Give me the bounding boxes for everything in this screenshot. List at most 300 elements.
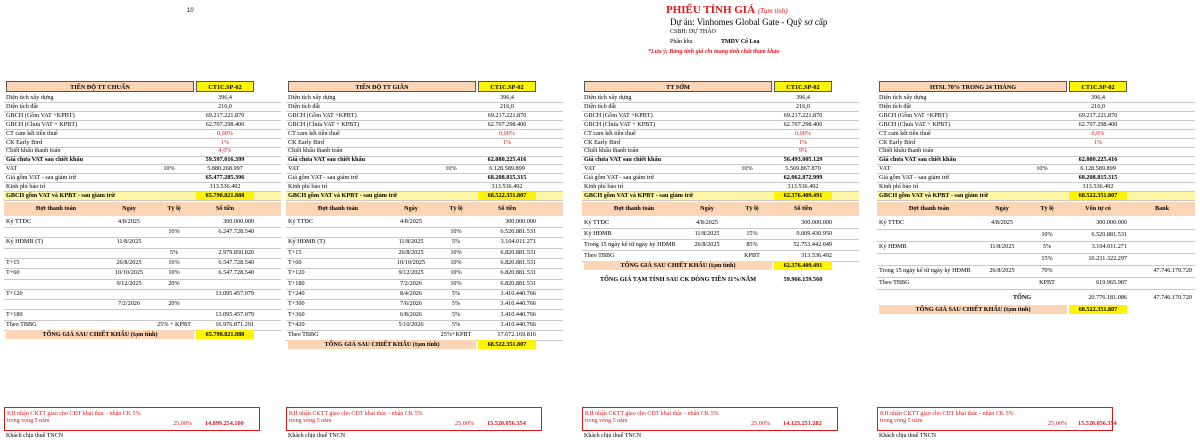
summary-value: 62.062.872.999 bbox=[783, 174, 823, 182]
payment-amount: 10.231.322.297 bbox=[1088, 254, 1127, 262]
payment-date: 7/6/2026 bbox=[399, 300, 422, 308]
payment-date: 9/12/2025 bbox=[116, 279, 142, 287]
summary-label: GBCH (Chưa VAT + KPBT) bbox=[879, 120, 951, 128]
col-so-tien: Số tiền bbox=[215, 204, 235, 212]
summary-label: GBCH gồm VAT và KPBT - sau giảm trừ bbox=[6, 191, 116, 199]
payment-date bbox=[386, 227, 436, 237]
payment-date bbox=[104, 248, 154, 258]
summary-label: GBCH (Chưa VAT + KPBT) bbox=[6, 120, 78, 128]
summary-label: Diện tích đất bbox=[6, 102, 38, 110]
payment-amount: 9.009.430.950 bbox=[796, 229, 832, 237]
total-label: TỔNG GIÁ SAU CHIẾT KHẤU (tạm tính) bbox=[6, 330, 194, 339]
payment-date: 7/2/2026 bbox=[399, 279, 422, 287]
payment-rate: 85% bbox=[746, 240, 758, 248]
payment-amount: 6.547.728.540 bbox=[218, 269, 254, 277]
kh-discount-text: KH nhận CKTT giao cho CĐT khai thác - nhận CK 5% trong vòng 5 năm bbox=[880, 411, 1014, 424]
payment-date: 26/8/2025 bbox=[116, 259, 142, 266]
panel-code: CT1C.SP-02 bbox=[1069, 81, 1127, 92]
summary-row-dien_tich_dat bbox=[4, 103, 281, 112]
pricing-panel-2 bbox=[286, 81, 563, 441]
page-title bbox=[666, 4, 788, 16]
col-so-tien: Vốn tự có bbox=[1085, 204, 1111, 212]
payment-date: 26/8/2025 bbox=[989, 266, 1015, 274]
payment-rate: 10% bbox=[168, 269, 180, 277]
summary-label: GBCH (Gồm VAT +KPBT) bbox=[584, 111, 653, 119]
summary-label: GBCH (Gồm VAT +KPBT) bbox=[288, 111, 357, 119]
summary-label: CK Early Bird bbox=[584, 138, 621, 146]
pricing-panel-3 bbox=[582, 81, 859, 441]
payment-stage: T+15 bbox=[288, 248, 302, 256]
payment-stage: T+120 bbox=[288, 269, 305, 277]
summary-row-dien_tich_dat bbox=[582, 103, 859, 112]
summary-label: GBCH (Chưa VAT + KPBT) bbox=[584, 120, 656, 128]
payment-stage: Ký HĐMB bbox=[879, 242, 907, 250]
project-name: Dự án: Vinhomes Global Gate - Quỹ sơ cấp bbox=[670, 17, 828, 27]
payment-stage: Ký TTĐC bbox=[288, 217, 314, 225]
payment-date: 5/10/2026 bbox=[398, 320, 424, 328]
payment-amount: 6.820.881.531 bbox=[500, 269, 536, 277]
summary-value: 396,4 bbox=[1091, 94, 1105, 101]
summary-label: Giá chưa VAT sau chiết khấu bbox=[288, 156, 366, 164]
summary-value: 65.790.821.888 bbox=[196, 192, 254, 200]
summary-row-gbch_gom bbox=[877, 112, 1195, 121]
summary-label: VAT bbox=[584, 165, 596, 173]
summary-row-gbch_gom bbox=[582, 112, 859, 121]
summary-row-dien_tich_dat bbox=[286, 103, 563, 112]
kh-discount-box bbox=[582, 407, 838, 431]
summary-value: 5.569.867.870 bbox=[785, 165, 821, 173]
tong-label: TỔNG bbox=[1012, 293, 1032, 301]
payment-stage: Theo TBBG bbox=[288, 331, 319, 339]
kh-discount-box bbox=[286, 407, 542, 431]
payment-rate bbox=[154, 217, 194, 227]
summary-row-gbch_gom bbox=[4, 112, 281, 121]
col-ngay: Ngày bbox=[995, 204, 1009, 212]
payment-amount: 3.410.440.766 bbox=[500, 289, 536, 297]
summary-row-kinh_phi bbox=[4, 183, 281, 192]
summary-label: Diện tích xây dựng bbox=[584, 94, 632, 101]
vat-rate: 10% bbox=[445, 165, 457, 173]
payment-date bbox=[977, 277, 1027, 289]
payment-date: 11/8/2025 bbox=[989, 242, 1015, 250]
payment-stage: Ký HĐMB (T) bbox=[6, 238, 44, 246]
payment-rate: 5% bbox=[451, 289, 461, 297]
summary-row-gia_gom_vat bbox=[877, 174, 1195, 183]
summary-value: 0,00% bbox=[217, 129, 233, 137]
kh-discount-value: 15.520.056.354 bbox=[487, 420, 526, 427]
summary-value bbox=[478, 147, 536, 155]
extra-row bbox=[582, 275, 859, 284]
bank-amount bbox=[1132, 229, 1192, 241]
summary-label: Diện tích xây dựng bbox=[288, 94, 336, 101]
total-value: 65.790.821.888 bbox=[196, 330, 254, 339]
payment-rate: 20% bbox=[168, 300, 180, 308]
summary-row-gbch_chua bbox=[582, 121, 859, 130]
summary-row-ck_thanh_toan bbox=[286, 147, 563, 156]
total-label: TỔNG GIÁ SAU CHIẾT KHẤU (tạm tính) bbox=[288, 340, 476, 349]
summary-row-kinh_phi bbox=[286, 183, 563, 192]
payment-amount: 3.410.440.766 bbox=[500, 300, 536, 308]
kh-discount-box bbox=[877, 407, 1117, 431]
pricing-panel-1 bbox=[4, 81, 281, 441]
payment-amount bbox=[1069, 265, 1127, 277]
schedule-header bbox=[286, 202, 563, 216]
summary-value: 0,0% bbox=[1091, 129, 1105, 137]
summary-label: Diện tích xây dựng bbox=[879, 94, 927, 101]
summary-row-dien_tich_xd bbox=[582, 94, 859, 103]
total-value: 68.522.351.807 bbox=[478, 340, 536, 349]
summary-value: 62.080.225.416 bbox=[1078, 156, 1118, 164]
payment-stage: T+15 bbox=[6, 259, 20, 266]
payment-stage: T+240 bbox=[288, 289, 305, 297]
payment-amount: 300.000.000 bbox=[505, 217, 536, 225]
summary-value: 6.128.589.899 bbox=[1080, 165, 1116, 173]
tncn-note: Khách chịu thuế TNCN bbox=[288, 433, 346, 439]
kh-discount-text: KH nhận CKTT giao cho CĐT khai thác - nhận CK 5% trong vòng 5 năm bbox=[585, 411, 719, 424]
payment-amount: 16.976.871.291 bbox=[215, 320, 254, 328]
summary-value: 5.880.268.997 bbox=[207, 165, 243, 173]
tncn-note: Khách chịu thuế TNCN bbox=[879, 433, 937, 439]
payment-date: 10/10/2025 bbox=[114, 269, 144, 277]
total-row bbox=[877, 305, 1195, 314]
summary-label: Giá gồm VAT - sau giảm trừ bbox=[879, 174, 950, 182]
summary-row-ck_early bbox=[877, 139, 1195, 148]
payment-rate: 15% bbox=[746, 229, 758, 237]
payment-date: 11/8/2025 bbox=[694, 229, 720, 237]
summary-value: 313.536.492 bbox=[1082, 183, 1114, 190]
col-ty-le: Tỷ lệ bbox=[745, 204, 759, 212]
payment-date: 11/8/2025 bbox=[398, 238, 424, 246]
kh-discount-percent: 25,00% bbox=[173, 420, 193, 427]
payment-date: 10/10/2025 bbox=[396, 259, 426, 266]
bank-amount: 47.746.170.720 bbox=[1153, 266, 1192, 274]
summary-label: Chiết khấu thanh toán bbox=[584, 147, 639, 155]
schedule-row bbox=[877, 277, 1195, 290]
payment-amount: 313.536.492 bbox=[801, 251, 832, 259]
summary-label: CK Early Bird bbox=[288, 138, 325, 146]
total-value: 62.376.409.491 bbox=[774, 261, 832, 270]
payment-date: 4/8/2025 bbox=[695, 218, 718, 226]
col-dot: Đợt thanh toán bbox=[613, 204, 655, 212]
payment-amount: 6.820.881.531 bbox=[500, 279, 536, 287]
payment-date: 4/8/2025 bbox=[117, 217, 140, 225]
summary-value: 62.707.298.400 bbox=[487, 120, 527, 128]
summary-row-ck_thanh_toan bbox=[877, 147, 1195, 156]
payment-stage: Ký HĐMB bbox=[584, 229, 612, 237]
payment-amount: 6.520.881.531 bbox=[500, 228, 536, 236]
col-so-tien: Số tiền bbox=[497, 204, 517, 212]
summary-value: 396,4 bbox=[500, 94, 514, 101]
summary-label: Diện tích đất bbox=[584, 102, 616, 110]
payment-amount: 6.547.728.540 bbox=[218, 259, 254, 266]
payment-stage: Trong 15 ngày kể từ ngày ký HĐMB bbox=[879, 266, 971, 274]
bank-amount bbox=[1132, 217, 1192, 229]
schedule-header bbox=[4, 202, 281, 216]
summary-row-vat bbox=[4, 165, 281, 174]
summary-row-gia_gom_vat bbox=[286, 174, 563, 183]
payment-date bbox=[104, 310, 154, 320]
summary-label: CK Early Bird bbox=[879, 138, 916, 146]
page-number: 10 bbox=[187, 8, 194, 14]
vat-rate: 10% bbox=[741, 165, 753, 173]
payment-stage: T+60 bbox=[288, 259, 302, 266]
summary-value: 4,0% bbox=[218, 147, 232, 155]
csbh-label: CSBH: DỰ THẢO bbox=[670, 29, 716, 35]
payment-rate bbox=[154, 310, 194, 320]
extra-value: 59.966.159.560 bbox=[783, 275, 823, 283]
payment-date: 4/8/2025 bbox=[990, 218, 1013, 226]
summary-label: VAT bbox=[288, 165, 300, 173]
payment-stage: Trong 15 ngày kể từ ngày ký HĐMB bbox=[584, 240, 676, 248]
payment-stage: Theo TBBG bbox=[6, 320, 37, 328]
bank-amount bbox=[1132, 253, 1192, 265]
summary-value: 68.522.351.807 bbox=[478, 192, 536, 200]
summary-row-gbch_gom bbox=[286, 112, 563, 121]
summary-row-gia_gom_vat bbox=[4, 174, 281, 183]
panel-name: TIẾN ĐỘ TT GIÃN bbox=[288, 81, 476, 92]
summary-label: GBCH gồm VAT và KPBT - sau giảm trừ bbox=[584, 191, 694, 199]
phan-khu-label: Phân khu bbox=[670, 39, 693, 45]
summary-row-ck_early bbox=[286, 139, 563, 148]
payment-rate: 5% bbox=[451, 300, 461, 308]
payment-amount bbox=[196, 237, 254, 247]
summary-value: 216,0 bbox=[218, 102, 232, 110]
summary-row-ct_cam_ket bbox=[286, 130, 563, 139]
payment-rate: 10% bbox=[450, 279, 462, 287]
summary-value: 62.080.225.416 bbox=[487, 156, 527, 164]
payment-rate: 5% bbox=[169, 248, 179, 256]
summary-row-vat bbox=[286, 165, 563, 174]
payment-date: 11/8/2025 bbox=[116, 238, 142, 246]
summary-value: 0,00% bbox=[499, 129, 515, 137]
col-ngay: Ngày bbox=[404, 204, 418, 212]
vat-rate: 10% bbox=[163, 165, 175, 173]
payment-rate bbox=[154, 237, 194, 247]
summary-label: Kinh phí bảo trì bbox=[879, 183, 919, 190]
summary-label: Chiết khấu thanh toán bbox=[6, 147, 61, 155]
payment-amount: 52.753.442.049 bbox=[793, 240, 832, 248]
vat-rate: 10% bbox=[1036, 165, 1048, 173]
col-dot: Đợt thanh toán bbox=[317, 204, 359, 212]
payment-date bbox=[977, 253, 1027, 265]
payment-amount: 3.104.011.271 bbox=[1091, 242, 1127, 250]
payment-rate: 5% bbox=[451, 310, 461, 318]
summary-value: 1% bbox=[798, 138, 808, 146]
summary-label: GBCH gồm VAT và KPBT - sau giảm trừ bbox=[288, 191, 398, 199]
summary-row-dien_tich_xd bbox=[286, 94, 563, 103]
summary-row-gbch_chua bbox=[4, 121, 281, 130]
kh-discount-percent: 25,00% bbox=[455, 420, 475, 427]
summary-label: Diện tích đất bbox=[288, 102, 320, 110]
summary-label: GBCH gồm VAT và KPBT - sau giảm trừ bbox=[879, 191, 989, 199]
total-row bbox=[582, 261, 859, 270]
payment-stage: T+360 bbox=[288, 310, 305, 318]
payment-amount: 17.672.169.816 bbox=[497, 331, 536, 339]
payment-rate: KPBT bbox=[744, 251, 760, 259]
extra-label: TỔNG GIÁ TẠM TÍNH SAU CK DÒNG TIỀN 11%/NĂM bbox=[599, 275, 757, 283]
payment-stage: Ký HĐMB (T) bbox=[288, 238, 326, 246]
payment-rate: 5% bbox=[451, 320, 461, 328]
summary-value: 69.217.221.870 bbox=[205, 111, 245, 119]
panel-header bbox=[4, 81, 281, 92]
payment-amount: 13.095.457.079 bbox=[215, 310, 254, 318]
payment-amount: 300.000.000 bbox=[223, 217, 254, 225]
kh-discount-value: 14.899.254.100 bbox=[205, 420, 244, 427]
summary-value: 396,4 bbox=[218, 94, 232, 101]
kh-discount-value: 15.520.056.354 bbox=[1078, 420, 1117, 427]
summary-label: Kinh phí bảo trì bbox=[584, 183, 624, 190]
summary-row-kinh_phi bbox=[582, 183, 859, 192]
summary-value: 1% bbox=[502, 138, 512, 146]
summary-label: Giá gồm VAT - sau giảm trừ bbox=[6, 174, 77, 182]
summary-value: 62.707.298.400 bbox=[1078, 120, 1118, 128]
total-row bbox=[286, 340, 563, 349]
payment-date: 9/12/2025 bbox=[398, 269, 424, 277]
payment-stage: T+300 bbox=[288, 300, 305, 308]
payment-amount: 6.820.881.531 bbox=[500, 248, 536, 256]
col-ngay: Ngày bbox=[700, 204, 714, 212]
panel-code: CT1C.SP-02 bbox=[196, 81, 254, 92]
payment-stage: Theo TBBG bbox=[879, 278, 910, 286]
payment-amount: 6.820.881.531 bbox=[500, 259, 536, 266]
summary-row-gia_chua_vat bbox=[877, 156, 1195, 165]
col-ty-le: Tỷ lệ bbox=[167, 204, 181, 212]
payment-stage: Ký TTĐC bbox=[879, 218, 905, 226]
total-row bbox=[4, 330, 281, 339]
col-ty-le: Tỷ lệ bbox=[449, 204, 463, 212]
summary-label: Giá chưa VAT sau chiết khấu bbox=[6, 156, 84, 164]
payment-date: 7/2/2026 bbox=[117, 300, 140, 308]
payment-rate bbox=[436, 217, 476, 227]
summary-label: Diện tích xây dựng bbox=[6, 94, 54, 101]
summary-value: 216,0 bbox=[1091, 102, 1105, 110]
summary-row-ck_early bbox=[4, 139, 281, 148]
payment-rate: 10% bbox=[1041, 230, 1053, 238]
payment-amount: 619.965.987 bbox=[1096, 278, 1127, 286]
kh-discount-text: KH nhận CKTT giao cho CĐT khai thác - nhận CK 5% trong vòng 5 năm bbox=[7, 411, 141, 424]
payment-stage: Theo TBBG bbox=[584, 251, 615, 259]
summary-row-gbch_sau bbox=[4, 192, 281, 201]
payment-rate: 10% bbox=[450, 228, 462, 236]
payment-rate: KPBT bbox=[1039, 278, 1055, 286]
summary-row-dien_tich_xd bbox=[877, 94, 1195, 103]
summary-label: Chiết khấu thanh toán bbox=[879, 147, 934, 155]
payment-stage: T+180 bbox=[288, 279, 305, 287]
summary-value: 313.536.492 bbox=[491, 183, 523, 190]
summary-label: Kinh phí bảo trì bbox=[6, 183, 46, 190]
summary-value: 0,00% bbox=[795, 129, 811, 137]
summary-row-ct_cam_ket bbox=[582, 130, 859, 139]
panel-name: TIẾN ĐỘ TT CHUẨN bbox=[6, 81, 194, 92]
panel-name: TT SỚM bbox=[584, 81, 772, 92]
summary-value: 69.217.221.870 bbox=[487, 111, 527, 119]
summary-label: CT cam kết tiền thuê bbox=[584, 129, 636, 137]
summary-row-vat bbox=[582, 165, 859, 174]
panel-name: HTSL 70% TRONG 24 THÁNG bbox=[879, 81, 1067, 92]
summary-row-ck_thanh_toan bbox=[4, 147, 281, 156]
summary-label: GBCH (Chưa VAT + KPBT) bbox=[288, 120, 360, 128]
summary-value: 1% bbox=[220, 138, 230, 146]
payment-date bbox=[104, 227, 154, 237]
payment-date bbox=[104, 320, 154, 330]
panel-code: CT1C.SP-02 bbox=[774, 81, 832, 92]
summary-row-ct_cam_ket bbox=[4, 130, 281, 139]
schedule-header bbox=[877, 202, 1195, 216]
summary-row-ck_thanh_toan bbox=[582, 147, 859, 156]
summary-label: GBCH (Gồm VAT +KPBT) bbox=[6, 111, 75, 119]
total-label: TỔNG GIÁ SAU CHIẾT KHẤU (tạm tính) bbox=[584, 261, 772, 270]
summary-row-ck_early bbox=[582, 139, 859, 148]
payment-rate: 20% bbox=[168, 279, 180, 287]
col-bank: Bank bbox=[1154, 204, 1170, 212]
summary-value: 68.208.815.315 bbox=[487, 174, 527, 182]
payment-rate bbox=[1027, 217, 1067, 229]
payment-stage: T+120 bbox=[6, 289, 23, 297]
payment-stage: Ký TTĐC bbox=[6, 217, 32, 225]
summary-row-gia_gom_vat bbox=[582, 174, 859, 183]
title-text: PHIẾU TÍNH GIÁ bbox=[666, 4, 756, 16]
kh-discount-percent: 25,00% bbox=[751, 420, 771, 427]
summary-value: 62.707.298.400 bbox=[783, 120, 823, 128]
title-note: (Tạm tính) bbox=[757, 7, 788, 15]
summary-label: CT cam kết tiền thuê bbox=[288, 129, 340, 137]
summary-value: 313.536.492 bbox=[209, 183, 241, 190]
summary-value: 68.522.351.807 bbox=[1069, 192, 1127, 200]
summary-label: Giá chưa VAT sau chiết khấu bbox=[879, 156, 957, 164]
payment-rate: 70% bbox=[1041, 266, 1053, 274]
summary-value: 216,0 bbox=[796, 102, 810, 110]
panel-header bbox=[877, 81, 1195, 92]
col-so-tien: Số tiền bbox=[793, 204, 813, 212]
total-label: TỔNG GIÁ SAU CHIẾT KHẤU (tạm tính) bbox=[879, 305, 1067, 314]
payment-rate: 10% bbox=[450, 259, 462, 266]
kh-discount-percent: 25,00% bbox=[1048, 420, 1068, 427]
payment-date bbox=[682, 250, 732, 261]
summary-row-dien_tich_dat bbox=[877, 103, 1195, 112]
bank-amount bbox=[1132, 241, 1192, 253]
summary-value: 65.477.285.396 bbox=[205, 174, 245, 182]
payment-amount: 6.247.728.540 bbox=[218, 228, 254, 236]
summary-label: VAT bbox=[6, 165, 18, 173]
col-ngay: Ngày bbox=[122, 204, 136, 212]
summary-label: Giá gồm VAT - sau giảm trừ bbox=[584, 174, 655, 182]
summary-label: CT cam kết tiền thuê bbox=[6, 129, 58, 137]
summary-value: 59.597.016.399 bbox=[205, 156, 245, 164]
summary-label: VAT bbox=[879, 165, 891, 173]
col-dot: Đợt thanh toán bbox=[908, 204, 950, 212]
reference-note: *Lưu ý: Bảng tính giá chỉ mang tính chất tham khảo bbox=[648, 49, 780, 55]
payment-amount bbox=[196, 299, 254, 309]
tncn-note: Khách chịu thuế TNCN bbox=[6, 433, 64, 439]
summary-row-kinh_phi bbox=[877, 183, 1195, 192]
summary-value: 1% bbox=[1093, 138, 1103, 146]
payment-rate: 10% bbox=[168, 259, 180, 266]
summary-row-gia_chua_vat bbox=[4, 156, 281, 165]
payment-date: 26/8/2025 bbox=[398, 248, 424, 256]
summary-row-gia_chua_vat bbox=[582, 156, 859, 165]
summary-row-gbch_sau bbox=[582, 192, 859, 201]
summary-row-ct_cam_ket bbox=[877, 130, 1195, 139]
pricing-panel-4 bbox=[877, 81, 1195, 441]
summary-label: CT cam kết tiền thuê bbox=[879, 129, 931, 137]
payment-amount: 300.000.000 bbox=[1096, 218, 1127, 226]
summary-value: 62.707.298.400 bbox=[205, 120, 245, 128]
payment-date: 4/8/2025 bbox=[399, 217, 422, 225]
col-dot: Đợt thanh toán bbox=[35, 204, 77, 212]
payment-rate: 15% bbox=[1041, 254, 1053, 262]
payment-date: 8/4/2026 bbox=[399, 289, 422, 297]
kh-discount-box bbox=[4, 407, 260, 431]
